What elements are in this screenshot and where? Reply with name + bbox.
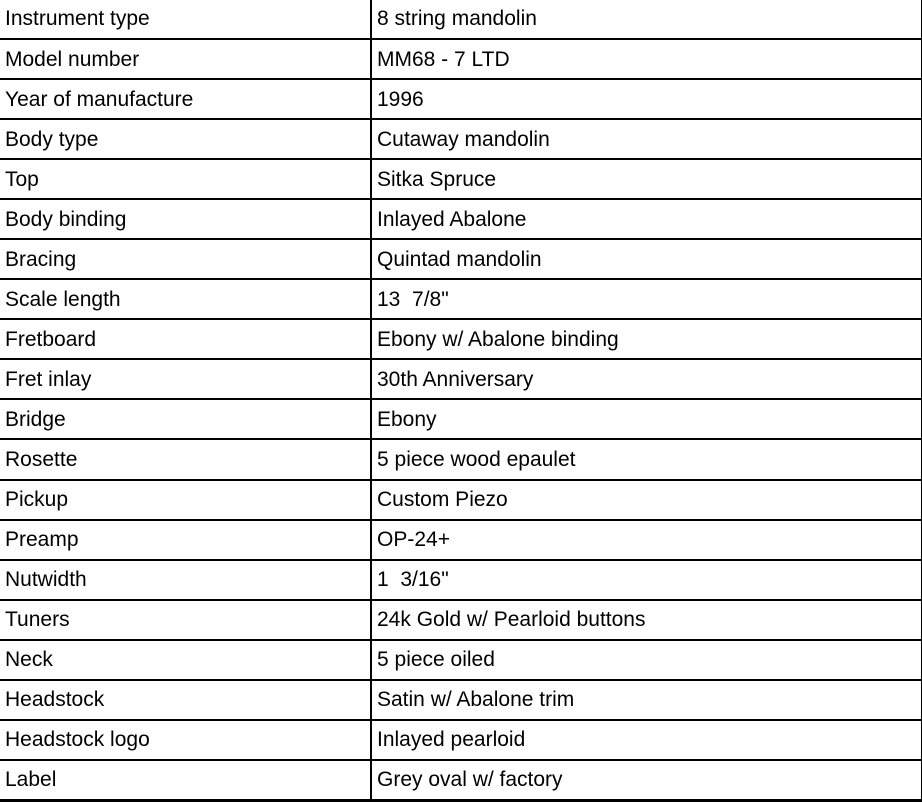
spec-label: Preamp: [0, 520, 371, 560]
table-row: [0, 199, 922, 239]
spec-value: Ebony: [371, 399, 922, 439]
spec-value: 8 string mandolin: [371, 0, 922, 39]
spec-label: Headstock: [0, 680, 371, 720]
spec-label: Pickup: [0, 480, 371, 520]
table-row: [0, 159, 922, 199]
table-row: [0, 399, 922, 439]
spec-label: Instrument type: [0, 0, 371, 39]
spec-label: Year of manufacture: [0, 79, 371, 119]
table-row: [0, 79, 922, 119]
spec-label: Tuners: [0, 600, 371, 640]
table-row: [0, 600, 922, 640]
table-row: [0, 560, 922, 600]
spec-value: 30th Anniversary: [371, 359, 922, 399]
table-row: [0, 439, 922, 479]
spec-value: Grey oval w/ factory: [371, 760, 922, 801]
spec-label: Rosette: [0, 439, 371, 479]
table-row: [0, 760, 922, 801]
spec-value: Inlayed Abalone: [371, 199, 922, 239]
spec-value: Quintad mandolin: [371, 239, 922, 279]
spec-label: Model number: [0, 39, 371, 79]
table-row: [0, 680, 922, 720]
spec-value: 13 7/8": [371, 279, 922, 319]
spec-value: Satin w/ Abalone trim: [371, 680, 922, 720]
spec-value: 5 piece oiled: [371, 640, 922, 680]
table-row: [0, 119, 922, 159]
table-row: [0, 359, 922, 399]
spec-value: 24k Gold w/ Pearloid buttons: [371, 600, 922, 640]
table-row: [0, 0, 922, 39]
spec-value: Custom Piezo: [371, 480, 922, 520]
spec-value: OP-24+: [371, 520, 922, 560]
table-row: [0, 640, 922, 680]
spec-value: Inlayed pearloid: [371, 720, 922, 760]
table-row: [0, 720, 922, 760]
spec-label: Scale length: [0, 279, 371, 319]
spec-label: Fretboard: [0, 319, 371, 359]
spec-label: Nutwidth: [0, 560, 371, 600]
spec-label: Neck: [0, 640, 371, 680]
spec-label: Fret inlay: [0, 359, 371, 399]
table-row: [0, 279, 922, 319]
spec-value: MM68 - 7 LTD: [371, 39, 922, 79]
spec-label: Headstock logo: [0, 720, 371, 760]
spec-value: Cutaway mandolin: [371, 119, 922, 159]
table-row: [0, 480, 922, 520]
spec-value: 1996: [371, 79, 922, 119]
spec-label: Body binding: [0, 199, 371, 239]
table-row: [0, 319, 922, 359]
spec-value: Ebony w/ Abalone binding: [371, 319, 922, 359]
table-row: [0, 520, 922, 560]
spec-label: Top: [0, 159, 371, 199]
spec-value: Sitka Spruce: [371, 159, 922, 199]
spec-label: Label: [0, 760, 371, 801]
spec-value: 5 piece wood epaulet: [371, 439, 922, 479]
spec-value: 1 3/16": [371, 560, 922, 600]
spec-label: Bracing: [0, 239, 371, 279]
table-row: [0, 39, 922, 79]
spec-label: Body type: [0, 119, 371, 159]
table-row: [0, 239, 922, 279]
spec-label: Bridge: [0, 399, 371, 439]
